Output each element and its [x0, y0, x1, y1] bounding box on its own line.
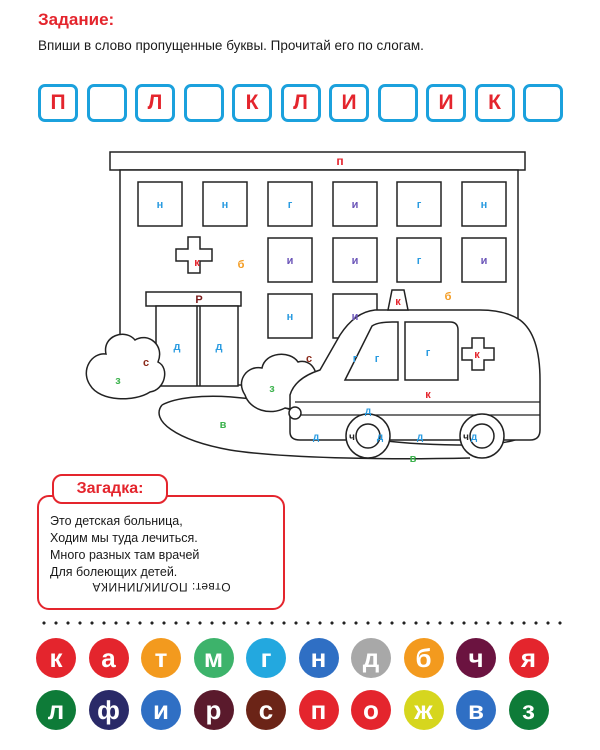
letter-box: Л — [135, 84, 175, 122]
letter-circle: я — [509, 638, 549, 678]
letter-box[interactable] — [523, 84, 563, 122]
riddle-line: Это детская больница, — [50, 514, 183, 528]
scene-letter: д — [376, 432, 384, 443]
scene-letter: г — [374, 353, 380, 365]
riddle-answer: Ответ: ПОЛИКЛИНИКА — [92, 580, 231, 594]
letter-box[interactable] — [378, 84, 418, 122]
scene-letter: с — [142, 357, 150, 369]
scene-letter: н — [156, 199, 164, 211]
letter-circle: а — [89, 638, 129, 678]
riddle-line: Для болеющих детей. — [50, 565, 178, 579]
letter-box: И — [329, 84, 369, 122]
letter-circle: л — [36, 690, 76, 730]
scene-letter: б — [444, 291, 452, 303]
scene-letter: з — [269, 383, 275, 395]
letter-circle: ф — [89, 690, 129, 730]
task-text: Впиши в слово пропущенные буквы. Прочитай его по слогам. — [38, 38, 424, 53]
letter-box: П — [38, 84, 78, 122]
letter-circle: в — [456, 690, 496, 730]
ambulance-window-2 — [405, 322, 458, 380]
scene-letter: Р — [195, 294, 203, 306]
letter-box: К — [232, 84, 272, 122]
letter-circle: г — [246, 638, 286, 678]
task-title: Задание: — [38, 10, 115, 29]
letter-box[interactable] — [184, 84, 224, 122]
scene-letter: д — [470, 432, 478, 443]
letter-circle: з — [509, 690, 549, 730]
scene-letter: и — [351, 255, 359, 267]
scene-letter: и — [351, 311, 359, 323]
letter-circle: н — [299, 638, 339, 678]
letter-box: Л — [281, 84, 321, 122]
scene-letter: г — [352, 353, 358, 365]
scene-letter: д — [416, 432, 424, 443]
scene-letter: с — [305, 353, 313, 365]
letter-circle: д — [351, 638, 391, 678]
scene-letter: к — [194, 257, 200, 269]
scene-letter: з — [115, 375, 121, 387]
scene-letter: н — [221, 199, 229, 211]
scene-letter: ч — [463, 432, 469, 443]
letter-circle: и — [141, 690, 181, 730]
letter-circle: т — [141, 638, 181, 678]
scene-letter: д — [173, 341, 181, 353]
scene-letter: п — [336, 154, 344, 168]
building-roof — [110, 152, 525, 170]
scene-letter: и — [286, 255, 294, 267]
scene-letter: в — [219, 419, 227, 431]
scene-letter: г — [416, 255, 422, 267]
letter-circle: п — [299, 690, 339, 730]
scene-letter: и — [351, 199, 359, 211]
hospital-scene — [0, 140, 600, 470]
scene-letter: г — [287, 199, 293, 211]
letter-circles-row-1 — [36, 638, 576, 678]
letter-circle: к — [36, 638, 76, 678]
scene-letter: б — [237, 259, 245, 271]
scene-letter: в — [409, 453, 417, 465]
riddle-line: Много разных там врачей — [50, 548, 200, 562]
letter-box[interactable] — [87, 84, 127, 122]
door-canopy — [146, 292, 241, 306]
letter-circle: б — [404, 638, 444, 678]
letter-circle: с — [246, 690, 286, 730]
scene-letter: н — [286, 311, 294, 323]
riddle-text — [50, 513, 199, 581]
bush-left — [86, 334, 164, 399]
scene-letter: и — [480, 255, 488, 267]
riddle-label: Загадка: — [52, 474, 168, 504]
scene-letter: д — [215, 341, 223, 353]
letter-circle: ч — [456, 638, 496, 678]
scene-letter: д — [312, 432, 320, 443]
scene-letter: г — [425, 347, 431, 359]
scene-letter: н — [480, 199, 488, 211]
letter-box: И — [426, 84, 466, 122]
riddle-line: Ходим мы туда лечиться. — [50, 531, 198, 545]
letter-circle: ж — [404, 690, 444, 730]
scene-letter: к — [474, 349, 480, 361]
scene-letter: к — [425, 389, 431, 401]
scene-letter: к — [395, 296, 401, 308]
letter-box: К — [475, 84, 515, 122]
scene-letter: г — [416, 199, 422, 211]
letter-circle: о — [351, 690, 391, 730]
dotted-divider — [38, 621, 568, 625]
scene-letter: д — [364, 406, 372, 417]
letter-circle: м — [194, 638, 234, 678]
letter-circle: р — [194, 690, 234, 730]
scene-letter: ч — [349, 432, 355, 443]
word-boxes — [38, 84, 568, 128]
letter-circles-row-2 — [36, 690, 576, 730]
